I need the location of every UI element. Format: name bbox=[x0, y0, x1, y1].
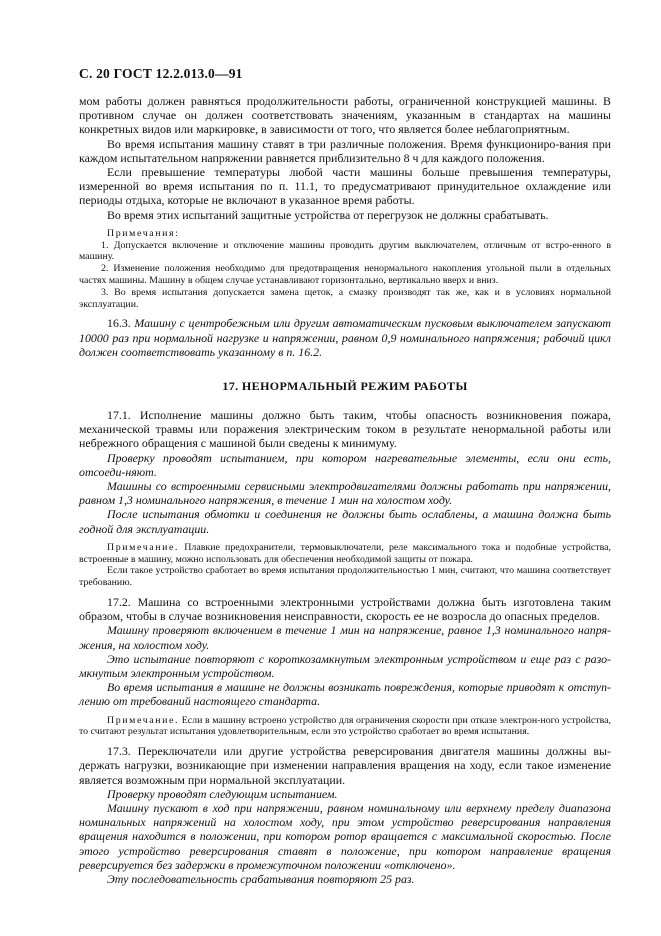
note-17-1-cont: Если такое устройство сработает во время испытания продолжительностью 1 мин, считают, что машина соответствует требованию. bbox=[79, 565, 611, 589]
clause-17-1-after: После испытания обмотки и соединения не должны быть ослаблены, а машина должна быть годной для эксплуатации. bbox=[79, 507, 611, 536]
note-17-1-text: Плавкие предохранители, термовыключатели, реле максимального тока и подобные устройства, встроенные в машину, можно использовать для обеспечения необходимой защиты от пожара. bbox=[79, 541, 611, 565]
page-header: С. 20 ГОСТ 12.2.013.0—91 bbox=[79, 66, 243, 81]
note-17-1-label: Примечание. bbox=[107, 541, 180, 553]
note-17-2-text: Если в машину встроено устройство для ограничения скорости при отказе электрон-ного устройства, то считают результат испытания удовлетворительным, если это устройство сработает во время испытания. bbox=[79, 714, 611, 738]
note-17-1 bbox=[79, 542, 611, 566]
clause-17-2-repeat: Это испытание повторяют с короткозамкнутым электронным устройством и еще раз с разо-мкнутым электронным устройством. bbox=[79, 651, 611, 681]
clause-16-3-number: 16.3. bbox=[107, 316, 131, 331]
note-17-2-label: Примечание. bbox=[107, 714, 180, 726]
clause-17-3: 17.3. Переключатели или другие устройства реверсирования двигателя машины должны вы-держать нагрузки, возникающие при изменении направления вращения на ходу, если такое изменение является возможным при нормальной эксплуатации. bbox=[79, 744, 611, 787]
clause-17-1-check: Проверку проводят испытанием, при котором нагревательные элементы, если они есть, отсоеди-няют. bbox=[79, 450, 611, 479]
clause-16-3 bbox=[79, 316, 611, 359]
notes-heading: Примечания: bbox=[107, 227, 180, 239]
paragraph-protection: Во время этих испытаний защитные устройства от перегрузок не должны срабатывать. bbox=[107, 207, 549, 222]
clause-17-1-motors: Машины со встроенными сервисными электродвигателями должны работать при напряжении, равном 1,3 номинального напряжения, в течение 1 мин на холостом ходу. bbox=[79, 479, 611, 508]
section-17-title: 17. НЕНОРМАЛЬНЫЙ РЕЖИМ РАБОТЫ bbox=[222, 379, 468, 394]
document-body bbox=[79, 94, 611, 886]
clause-16-3-text: Машину с центробежным или другим автоматическим пусковым выключателем запускают 10000 раз при нормальной нагрузке и напряжении, равном 0,9 номинального напряжения; рабочий цикл должен соответствовать указанному в п. 16.2. bbox=[79, 316, 611, 359]
note-item-1: 1. Допускается включение и отключение машины проводить другим выключателем, отличным от встро-енного в машину. bbox=[79, 239, 611, 263]
clause-17-2: 17.2. Машина со встроенными электронными устройствами должна быть изготовлена таким образом, чтобы в случае возникновения неисправности, скорость ее не возросла до опасных пределов. bbox=[79, 595, 611, 624]
note-item-3: 3. Во время испытания допускается замена щеток, а смазку производят так же, как и в условиях нормальной эксплуатации. bbox=[79, 286, 611, 310]
clause-17-3-check: Проверку проводят следующим испытанием. bbox=[107, 786, 338, 801]
note-17-2 bbox=[79, 715, 611, 739]
paragraph-continuation: мом работы должен равняться продолжительности работы, ограниченной конструкцией машины. В противном случае он должен соответствовать значениям, указанным в стандартах на машины конкретных видов или маркировке, в зависимости от того, что является более неблагоприятным. bbox=[79, 94, 611, 137]
clause-17-3-procedure: Машину пускают в ход при напряжении, равном номинальному или верхнему пределу диапазона номинальных напряжений на холостом ходу, при этом устройство реверсирования направления вращения находится в положении, при котором ротор вращается с максимальной скоростью. После этого устройство реверсирования ставят в положение, при котором направление вращения реверсируется без задержки в промежуточном положении «отключено». bbox=[79, 801, 611, 872]
clause-17-3-repeat: Эту последовательность срабатывания повторяют 25 раз. bbox=[107, 872, 415, 887]
clause-17-2-damage: Во время испытания в машине не должны возникать повреждения, которые приводят к отступ-лению от требований настоящего стандарта. bbox=[79, 680, 611, 709]
clause-17-2-check: Машину проверяют включением в течение 1 мин на напряжение, равное 1,3 номинального напря-жения, на холостом ходу. bbox=[79, 623, 611, 652]
paragraph-temperature: Если превышение температуры любой части машины больше превышения температуры, измеренной во время испытания по п. 11.1, то предусматривают принудительное охлаждение или периоды отдыха, которые не включают в указанное время работы. bbox=[79, 165, 611, 208]
note-item-2: 2. Изменение положения необходимо для предотвращения ненормального накопления угольной пыли в отдельных частях машины. Машину в общем случае устанавливают горизонтально, вертикально вверх и вниз. bbox=[79, 263, 611, 287]
paragraph-positions: Во время испытания машину ставят в три различные положения. Время функциониро-вания при каждом испытательном напряжении равняется приблизительно 8 ч для каждого положения. bbox=[79, 136, 611, 165]
clause-17-1: 17.1. Исполнение машины должно быть таким, чтобы опасность возникновения пожара, механической травмы или поражения электрическим током в результате ненормальной работы или небрежного обращения с машиной были сведены к минимуму. bbox=[79, 408, 611, 451]
